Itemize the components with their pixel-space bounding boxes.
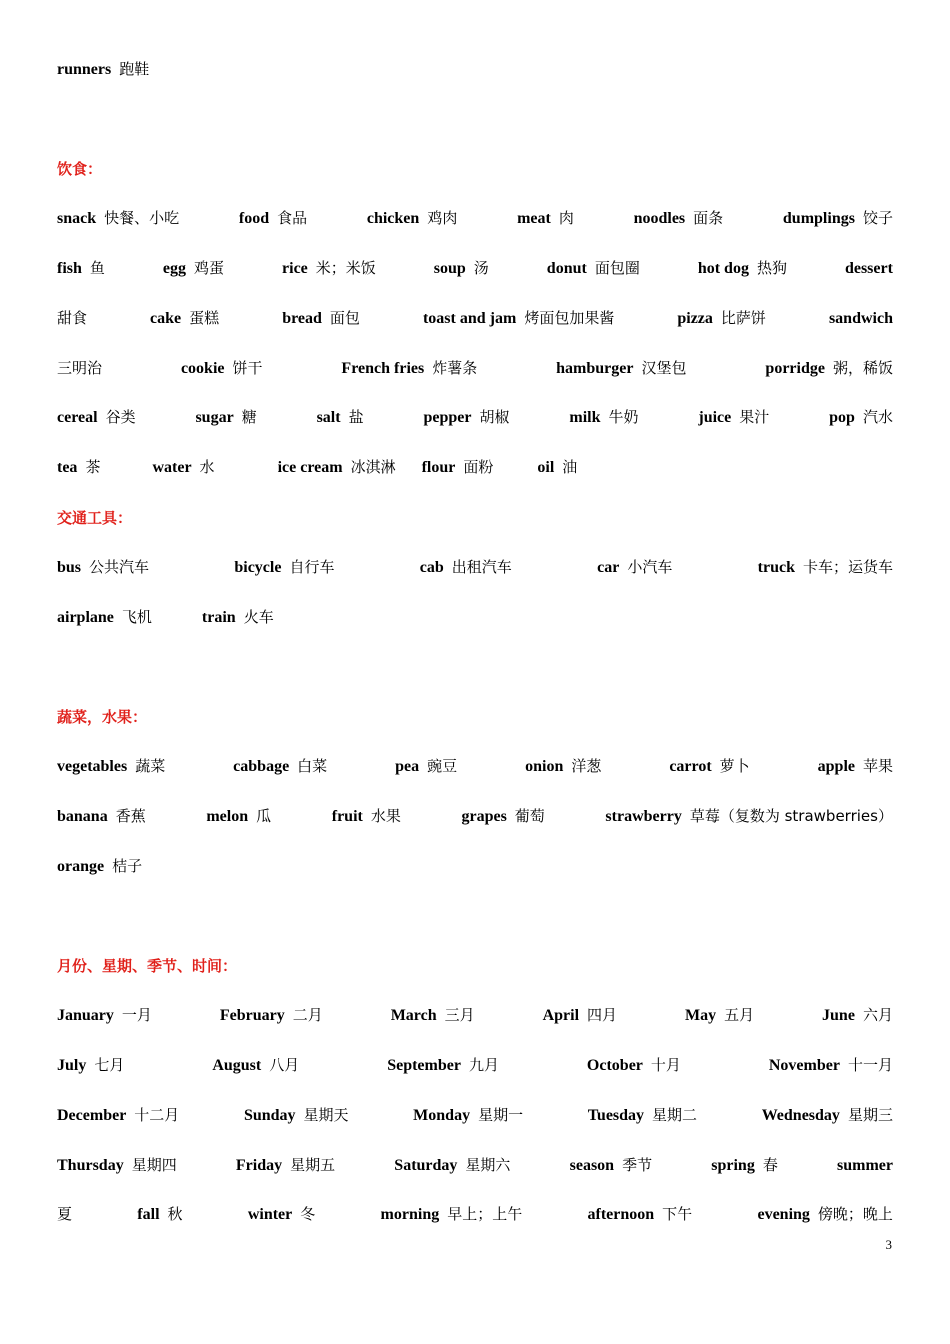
english-word: morning xyxy=(380,1206,440,1223)
chinese-meaning: 二月 xyxy=(292,1006,323,1024)
chinese-meaning: 星期六 xyxy=(465,1156,511,1174)
english-word: Thursday xyxy=(57,1157,124,1174)
english-word: French fries xyxy=(341,360,425,377)
vocab-item xyxy=(152,456,214,477)
english-word: train xyxy=(201,609,236,626)
english-word: November xyxy=(768,1057,840,1074)
english-word: bicycle xyxy=(234,559,282,576)
english-word: June xyxy=(822,1007,855,1024)
chinese-meaning: 傍晚；晚上 xyxy=(817,1205,893,1223)
vocab-line xyxy=(57,307,893,333)
vocab-item xyxy=(57,1004,152,1025)
english-word: melon xyxy=(206,808,249,825)
vocab-item xyxy=(762,1104,893,1125)
vocab-item xyxy=(57,755,165,776)
chinese-meaning: 一月 xyxy=(121,1006,152,1024)
english-word: tea xyxy=(57,459,78,476)
english-word: milk xyxy=(569,409,601,426)
chinese-meaning: 九月 xyxy=(468,1056,499,1074)
chinese-meaning: 肉 xyxy=(558,209,574,227)
vocab-item xyxy=(387,1054,499,1075)
english-word: rice xyxy=(282,260,308,277)
vocab-item xyxy=(332,805,401,826)
vocab-item xyxy=(220,1004,323,1025)
chinese-meaning: 葡萄 xyxy=(514,807,545,825)
chinese-meaning: 星期天 xyxy=(303,1106,349,1124)
vocab-line xyxy=(57,406,893,432)
vocab-item xyxy=(278,456,396,477)
chinese-meaning: 甜食 xyxy=(57,309,88,327)
vocab-item xyxy=(57,307,87,328)
chinese-meaning: 出租汽车 xyxy=(451,558,512,576)
english-word: donut xyxy=(546,260,587,277)
chinese-meaning: 星期五 xyxy=(290,1156,336,1174)
vocab-item xyxy=(57,1154,177,1175)
vocab-item xyxy=(57,855,142,876)
vocab-line xyxy=(57,1104,893,1130)
vocab-item xyxy=(57,58,149,79)
english-word: soup xyxy=(433,260,466,277)
english-word: spring xyxy=(711,1157,755,1174)
chinese-meaning: 萝卜 xyxy=(719,757,750,775)
chinese-meaning: 快餐、小吃 xyxy=(104,209,180,227)
vocab-item xyxy=(556,357,686,378)
english-word: season xyxy=(569,1157,615,1174)
english-word: runners xyxy=(57,61,112,78)
chinese-meaning: 鸡肉 xyxy=(427,209,458,227)
english-word: Sunday xyxy=(243,1107,296,1124)
english-word: bread xyxy=(282,310,322,327)
chinese-meaning: 水 xyxy=(199,458,215,476)
english-word: car xyxy=(597,559,620,576)
vocab-line xyxy=(57,456,893,482)
english-word: strawberry xyxy=(605,808,682,825)
english-word: sugar xyxy=(195,409,234,426)
english-word: snack xyxy=(57,210,97,227)
chinese-meaning: 瓜 xyxy=(256,807,272,825)
english-word: summer xyxy=(837,1157,893,1174)
chinese-meaning: 自行车 xyxy=(289,558,335,576)
vocab-item xyxy=(685,1004,754,1025)
vocab-line xyxy=(57,755,893,781)
vocab-item xyxy=(206,805,271,826)
chinese-meaning: 公共汽车 xyxy=(89,558,150,576)
vocab-item xyxy=(57,357,102,378)
chinese-meaning: 三月 xyxy=(444,1006,475,1024)
english-word: August xyxy=(212,1057,262,1074)
chinese-meaning: 烤面包加果酱 xyxy=(524,309,615,327)
vocab-item xyxy=(236,1154,335,1175)
vocab-item xyxy=(829,406,893,427)
vocab-item xyxy=(317,406,364,427)
chinese-meaning: 热狗 xyxy=(756,259,787,277)
vocab-line xyxy=(57,207,893,233)
english-word: December xyxy=(57,1107,127,1124)
english-word: bus xyxy=(57,559,82,576)
vocab-item xyxy=(413,1104,523,1125)
chinese-meaning: 八月 xyxy=(269,1056,300,1074)
chinese-meaning: 汤 xyxy=(473,259,489,277)
chinese-meaning: 三明治 xyxy=(57,359,103,377)
chinese-meaning: 小汽车 xyxy=(627,558,673,576)
vocab-item xyxy=(248,1203,315,1224)
chinese-meaning: 炸薯条 xyxy=(432,359,478,377)
chinese-meaning: 五月 xyxy=(724,1006,755,1024)
chinese-meaning: 跑鞋 xyxy=(119,60,150,78)
chinese-meaning: 七月 xyxy=(94,1056,125,1074)
english-word: Monday xyxy=(413,1107,471,1124)
vocab-item xyxy=(367,207,457,228)
chinese-meaning: 下午 xyxy=(662,1205,693,1223)
english-word: October xyxy=(586,1057,643,1074)
english-word: May xyxy=(684,1007,717,1024)
chinese-meaning: 十月 xyxy=(650,1056,681,1074)
chinese-meaning: 汉堡包 xyxy=(641,359,687,377)
vocab-line xyxy=(57,357,893,383)
chinese-meaning: 桔子 xyxy=(112,857,143,875)
vocab-item xyxy=(845,260,893,278)
vocab-item xyxy=(769,1054,893,1075)
english-word: vegetables xyxy=(57,758,128,775)
english-word: afternoon xyxy=(587,1206,655,1223)
english-word: cabbage xyxy=(233,758,290,775)
english-word: July xyxy=(57,1057,87,1074)
chinese-meaning: 豌豆 xyxy=(427,757,458,775)
vocab-item xyxy=(537,456,577,477)
english-word: cookie xyxy=(180,360,225,377)
english-word: orange xyxy=(57,858,105,875)
chinese-meaning: 香蕉 xyxy=(115,807,146,825)
english-word: flour xyxy=(421,459,456,476)
vocab-item xyxy=(137,1203,182,1224)
vocab-item xyxy=(757,1203,892,1224)
chinese-meaning: 鱼 xyxy=(89,259,105,277)
chinese-meaning: 比萨饼 xyxy=(720,309,766,327)
english-word: Friday xyxy=(235,1157,283,1174)
chinese-meaning: 苹果 xyxy=(862,757,893,775)
chinese-meaning: 十一月 xyxy=(847,1056,893,1074)
chinese-meaning: 火车 xyxy=(243,608,274,626)
vocab-item xyxy=(57,406,136,427)
vocab-item xyxy=(212,1054,299,1075)
vocab-item xyxy=(282,257,376,278)
english-word: chicken xyxy=(366,210,420,227)
vocab-item xyxy=(391,1004,475,1025)
vocab-item xyxy=(202,606,274,627)
vocab-item xyxy=(698,257,787,278)
chinese-meaning: 盐 xyxy=(348,408,364,426)
english-word: September xyxy=(387,1057,461,1074)
chinese-meaning: 粥，稀饭 xyxy=(832,359,893,377)
chinese-meaning: 春 xyxy=(762,1156,778,1174)
english-word: truck xyxy=(757,559,795,576)
section-heading-transport: 交通工具： xyxy=(57,509,133,527)
english-word: Saturday xyxy=(394,1157,458,1174)
chinese-meaning: 汽水 xyxy=(862,408,893,426)
vocab-line xyxy=(57,805,893,831)
chinese-meaning: 米；米饭 xyxy=(315,259,376,277)
vocab-item xyxy=(181,357,263,378)
vocab-item xyxy=(195,406,256,427)
chinese-meaning: 洋葱 xyxy=(571,757,602,775)
vocab-item xyxy=(605,805,893,826)
english-word: food xyxy=(238,210,270,227)
vocab-item xyxy=(587,1054,681,1075)
chinese-meaning: 胡椒 xyxy=(479,408,510,426)
english-word: April xyxy=(542,1007,580,1024)
chinese-meaning: 饺子 xyxy=(862,209,893,227)
chinese-meaning: 鸡蛋 xyxy=(194,259,225,277)
chinese-meaning: 蛋糕 xyxy=(189,309,220,327)
english-word: sandwich xyxy=(828,310,893,327)
vocab-item xyxy=(57,1104,179,1125)
vocab-item xyxy=(517,207,574,228)
vocab-item xyxy=(543,1004,617,1025)
vocab-item xyxy=(420,556,512,577)
english-word: toast and jam xyxy=(422,310,517,327)
vocab-item xyxy=(434,257,489,278)
vocab-item xyxy=(698,406,769,427)
vocab-item xyxy=(677,307,766,328)
vocab-item xyxy=(669,755,749,776)
chinese-meaning: 牛奶 xyxy=(608,408,639,426)
chinese-meaning: 白菜 xyxy=(297,757,328,775)
vocab-item xyxy=(423,406,509,427)
vocab-line-top xyxy=(57,58,893,84)
vocab-item xyxy=(395,755,457,776)
chinese-meaning: 冰淇淋 xyxy=(350,458,396,476)
chinese-meaning: 星期三 xyxy=(847,1106,893,1124)
english-word: oil xyxy=(537,459,555,476)
vocab-item xyxy=(57,1203,72,1224)
english-word: pepper xyxy=(423,409,472,426)
english-word: onion xyxy=(525,758,564,775)
chinese-meaning: 面包圈 xyxy=(594,259,640,277)
vocab-item xyxy=(341,357,477,378)
vocab-item xyxy=(381,1203,523,1224)
chinese-meaning: 六月 xyxy=(862,1006,893,1024)
vocab-item xyxy=(711,1154,778,1175)
english-word: dessert xyxy=(844,260,893,277)
vocab-item xyxy=(239,207,307,228)
english-word: ice cream xyxy=(277,459,343,476)
vocab-item xyxy=(234,556,334,577)
vocab-line xyxy=(57,606,893,632)
vocab-item xyxy=(822,1004,893,1025)
vocab-item xyxy=(244,1104,349,1125)
chinese-meaning: 星期二 xyxy=(652,1106,698,1124)
vocab-item xyxy=(758,556,893,577)
english-word: fish xyxy=(57,260,82,277)
vocab-item xyxy=(525,755,601,776)
vocab-item xyxy=(57,1054,124,1075)
english-word: pizza xyxy=(677,310,713,327)
vocab-item xyxy=(547,257,640,278)
vocab-line xyxy=(57,257,893,283)
chinese-meaning: 星期一 xyxy=(478,1106,524,1124)
chinese-meaning: 草莓（复数为 strawberries） xyxy=(689,807,893,825)
vocab-item xyxy=(422,456,494,477)
chinese-meaning: 饼干 xyxy=(232,359,263,377)
english-word: noodles xyxy=(633,210,686,227)
english-word: water xyxy=(152,459,192,476)
section-heading-time: 月份、星期、季节、时间： xyxy=(57,957,238,975)
chinese-meaning: 飞机 xyxy=(121,608,152,626)
english-word: evening xyxy=(757,1206,810,1223)
chinese-meaning: 蔬菜 xyxy=(135,757,166,775)
english-word: February xyxy=(219,1007,285,1024)
english-word: Wednesday xyxy=(761,1107,840,1124)
chinese-meaning: 面粉 xyxy=(463,458,494,476)
english-word: March xyxy=(390,1007,437,1024)
vocab-line xyxy=(57,1004,893,1030)
chinese-meaning: 早上；上午 xyxy=(447,1205,523,1223)
chinese-meaning: 秋 xyxy=(167,1205,183,1223)
chinese-meaning: 油 xyxy=(562,458,578,476)
english-word: January xyxy=(57,1007,114,1024)
vocab-item xyxy=(569,406,638,427)
vocab-item xyxy=(57,606,152,627)
section-heading-food: 饮食： xyxy=(57,160,103,178)
vocab-item xyxy=(163,257,224,278)
english-word: hamburger xyxy=(556,360,634,377)
vocab-item xyxy=(57,556,149,577)
english-word: porridge xyxy=(765,360,825,377)
english-word: hot dog xyxy=(697,260,749,277)
vocab-line xyxy=(57,1054,893,1080)
chinese-meaning: 糖 xyxy=(241,408,257,426)
vocab-item xyxy=(57,456,100,477)
vocab-item xyxy=(570,1154,652,1175)
english-word: cereal xyxy=(57,409,98,426)
vocab-line xyxy=(57,556,893,582)
chinese-meaning: 冬 xyxy=(300,1205,316,1223)
vocab-item xyxy=(423,307,614,328)
vocab-item xyxy=(588,1203,693,1224)
english-word: pop xyxy=(829,409,855,426)
english-word: apple xyxy=(817,758,855,775)
chinese-meaning: 星期四 xyxy=(131,1156,177,1174)
vocab-item xyxy=(150,307,219,328)
chinese-meaning: 面包 xyxy=(329,309,360,327)
chinese-meaning: 水果 xyxy=(370,807,401,825)
chinese-meaning: 四月 xyxy=(587,1006,618,1024)
english-word: salt xyxy=(316,409,341,426)
vocab-item xyxy=(461,805,544,826)
chinese-meaning: 季节 xyxy=(622,1156,653,1174)
chinese-meaning: 谷类 xyxy=(105,408,136,426)
chinese-meaning: 卡车；运货车 xyxy=(802,558,893,576)
english-word: cab xyxy=(419,559,444,576)
vocab-item xyxy=(634,207,724,228)
english-word: juice xyxy=(698,409,732,426)
english-word: dumplings xyxy=(782,210,855,227)
english-word: cake xyxy=(150,310,182,327)
english-word: grapes xyxy=(461,808,507,825)
vocab-item xyxy=(597,556,672,577)
chinese-meaning: 十二月 xyxy=(134,1106,180,1124)
vocab-item xyxy=(394,1154,510,1175)
english-word: pea xyxy=(395,758,420,775)
vocab-line xyxy=(57,1203,893,1229)
english-word: fruit xyxy=(331,808,363,825)
section-heading-veg: 蔬菜，水果： xyxy=(57,708,148,726)
vocab-item xyxy=(233,755,327,776)
chinese-meaning: 食品 xyxy=(277,209,308,227)
english-word: meat xyxy=(517,210,551,227)
chinese-meaning: 果汁 xyxy=(739,408,770,426)
english-word: egg xyxy=(162,260,187,277)
chinese-meaning: 夏 xyxy=(57,1205,73,1223)
vocab-item xyxy=(783,207,893,228)
english-word: fall xyxy=(137,1206,160,1223)
chinese-meaning: 茶 xyxy=(85,458,101,476)
english-word: Tuesday xyxy=(587,1107,645,1124)
vocab-item xyxy=(57,257,105,278)
english-word: carrot xyxy=(669,758,712,775)
vocab-item xyxy=(818,755,893,776)
english-word: airplane xyxy=(57,609,114,626)
vocab-item xyxy=(282,307,360,328)
vocab-item xyxy=(837,1157,893,1175)
page-number: 3 xyxy=(885,1237,892,1252)
vocab-line xyxy=(57,855,893,881)
vocab-line xyxy=(57,1154,893,1180)
vocab-item xyxy=(829,310,893,328)
vocab-item xyxy=(57,207,179,228)
vocab-item xyxy=(765,357,893,378)
vocab-item xyxy=(57,805,146,826)
chinese-meaning: 面条 xyxy=(693,209,724,227)
english-word: banana xyxy=(57,808,108,825)
vocab-item xyxy=(588,1104,697,1125)
english-word: winter xyxy=(247,1206,293,1223)
